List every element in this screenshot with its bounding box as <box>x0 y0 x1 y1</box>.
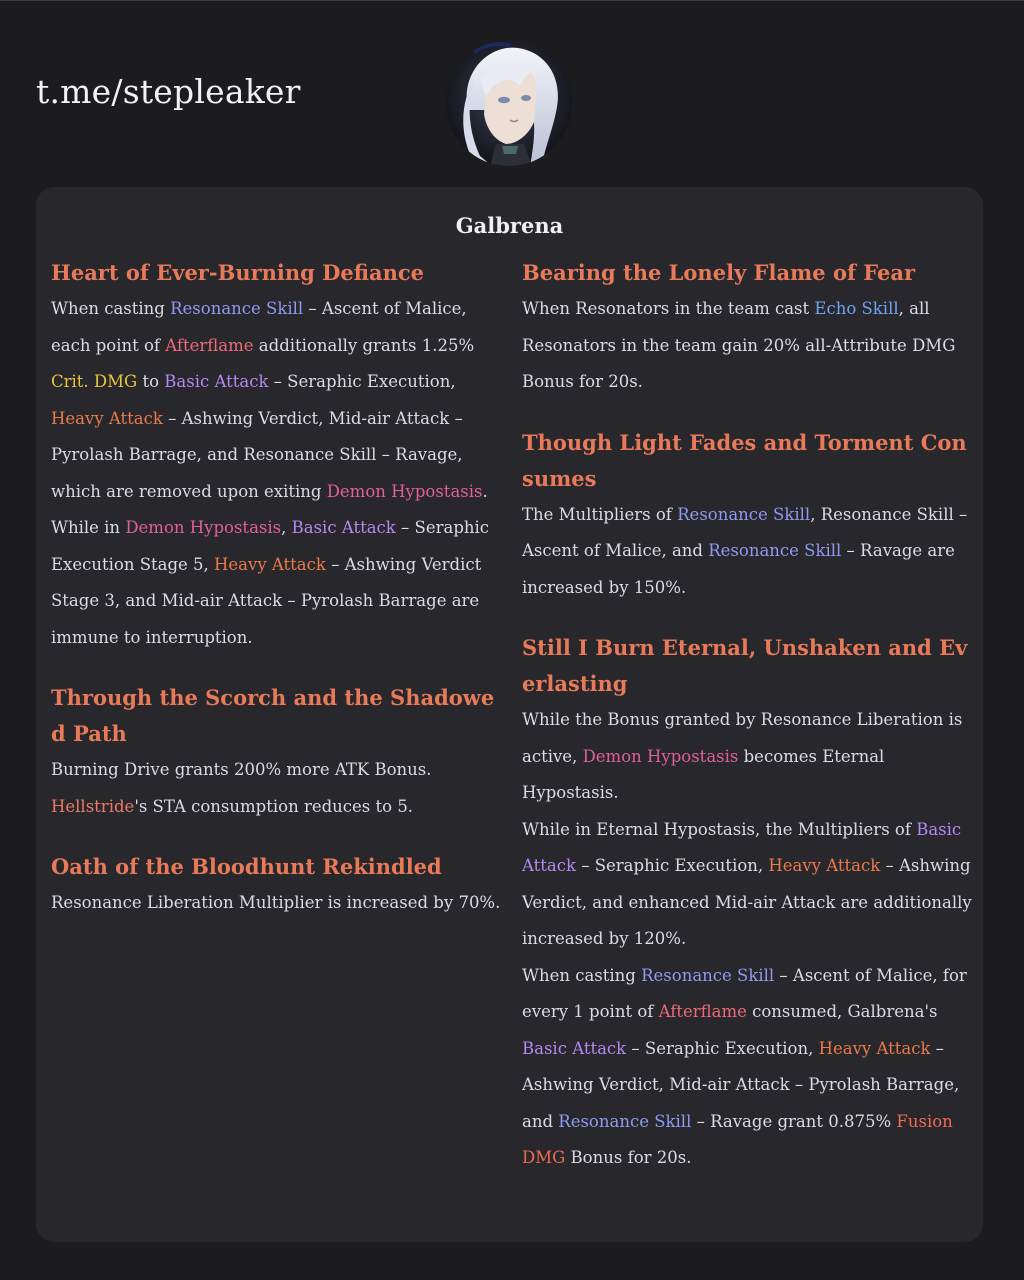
right-column <box>522 255 972 1201</box>
description-text: Bonus for 20s. <box>565 1148 692 1167</box>
description-text: – Ashwing Verdict, Mid-air Attack – Pyrolash Barrage, and <box>522 1038 960 1131</box>
description-text: While the Bonus granted by Resonance Liberation is active, <box>522 710 963 766</box>
section-title: Oath of the Bloodhunt Rekindled <box>51 854 442 879</box>
section-description <box>522 497 972 607</box>
demon-hypostasis-keyword: Demon Hypostasis <box>125 518 282 537</box>
resonance-skill-keyword: Resonance Skill <box>641 965 775 985</box>
description-text: – Ashwing Verdict, Mid-air Attack – Pyrolash Barrage, and Resonance Skill – Ravage, which are removed upon exiting <box>51 408 463 501</box>
section-title: Through the Scorch and the Shadowed Path <box>51 685 495 746</box>
description-text: becomes Eternal Hypostasis. <box>522 746 885 802</box>
fusion-dmg-keyword: Fusion DMG <box>522 1111 953 1167</box>
character-portrait-image <box>446 40 572 166</box>
section-title: Heart of Ever-Burning Defiance <box>51 260 425 285</box>
description-text: – Seraphic Execution, <box>575 856 769 875</box>
description-text: – Ashwing Verdict Stage 3, and Mid-air Attack – Pyrolash Barrage are immune to interruption. <box>51 554 482 647</box>
description-text: While in Eternal Hypostasis, the Multipliers of <box>522 819 917 839</box>
resonance-skill-keyword: Resonance Skill <box>558 1111 692 1131</box>
resonance-skill-keyword: Resonance Skill <box>677 504 811 524</box>
heavy-attack-keyword: Heavy Attack <box>818 1038 931 1058</box>
basic-attack-keyword: Basic Attack <box>164 372 269 391</box>
crit-dmg-keyword: Crit. DMG <box>51 372 138 391</box>
constellation-section-2 <box>51 680 501 825</box>
description-paragraph <box>522 497 972 607</box>
heavy-attack-keyword: Heavy Attack <box>214 554 326 574</box>
description-text: – Ravage grant 0.875% <box>691 1111 897 1131</box>
description-paragraph <box>522 291 972 401</box>
character-avatar <box>446 40 572 166</box>
echo-skill-keyword: Echo Skill <box>814 299 899 318</box>
heavy-attack-keyword: Heavy Attack <box>768 856 881 875</box>
description-text: – Ascent of Malice, each point of <box>51 299 467 355</box>
description-text: – Ascent of Malice, for every 1 point of <box>522 965 967 1021</box>
afterflame-keyword: Afterflame <box>658 1002 747 1021</box>
afterflame-keyword: Afterflame <box>165 335 254 355</box>
description-paragraph <box>522 812 972 958</box>
description-text: – Ashwing Verdict, and enhanced Mid-air Attack are additionally increased by 120%. <box>522 856 972 948</box>
constellation-section-4 <box>522 255 972 401</box>
description-text: to <box>137 372 165 391</box>
description-text: When casting <box>522 965 642 985</box>
description-paragraph <box>51 752 501 789</box>
description-text: additionally grants 1.25% <box>253 335 475 355</box>
description-paragraph <box>522 958 972 1177</box>
description-text: The Multipliers of <box>522 504 678 524</box>
basic-attack-keyword: Basic Attack <box>291 518 396 537</box>
character-name: Galbrena <box>455 213 564 238</box>
description-text: When Resonators in the team cast <box>522 299 815 318</box>
resonance-skill-keyword: Resonance Skill <box>170 299 304 318</box>
section-description <box>51 752 501 825</box>
constellation-section-6 <box>522 630 972 1177</box>
basic-attack-keyword: Basic Attack <box>522 819 962 875</box>
description-paragraph <box>51 789 501 826</box>
description-paragraph <box>51 885 501 922</box>
constellation-card <box>36 187 983 1242</box>
description-paragraph <box>51 510 501 656</box>
hellstride-keyword: Hellstride <box>51 796 135 816</box>
description-text: . <box>482 481 488 501</box>
section-description <box>522 702 972 1177</box>
description-text: When casting <box>51 299 171 318</box>
section-title: Bearing the Lonely Flame of Fear <box>522 260 916 285</box>
section-description <box>522 291 972 401</box>
heavy-attack-keyword: Heavy Attack <box>51 408 163 428</box>
description-text: , all Resonators in the team gain 20% all-Attribute DMG Bonus for 20s. <box>522 299 956 391</box>
section-title: Still I Burn Eternal, Unshaken and Everlasting <box>522 635 968 696</box>
constellation-section-3 <box>51 849 501 922</box>
description-text: Resonance Liberation Multiplier is increased by 70%. <box>51 893 501 912</box>
resonance-skill-keyword: Resonance Skill <box>708 541 842 560</box>
top-divider <box>0 0 1024 1</box>
description-text: While in <box>51 518 126 537</box>
left-column <box>51 255 501 946</box>
basic-attack-keyword: Basic Attack <box>522 1038 627 1058</box>
section-description <box>51 885 501 922</box>
description-text: – Seraphic Execution Stage 5, <box>51 518 490 574</box>
description-text: consumed, Galbrena's <box>746 1002 938 1021</box>
description-text: – Seraphic Execution, <box>626 1038 819 1058</box>
description-text: , <box>281 518 292 537</box>
description-text: – Seraphic Execution, <box>268 372 456 391</box>
section-title: Though Light Fades and Torment Consumes <box>522 429 967 491</box>
description-paragraph <box>51 291 501 510</box>
demon-hypostasis-keyword: Demon Hypostasis <box>582 746 739 766</box>
description-text: 's STA consumption reduces to 5. <box>134 796 414 816</box>
constellation-section-5 <box>522 425 972 607</box>
section-description <box>51 291 501 656</box>
constellation-section-1 <box>51 255 501 656</box>
description-paragraph <box>522 702 972 812</box>
demon-hypostasis-keyword: Demon Hypostasis <box>326 481 483 501</box>
description-text: – Ravage are increased by 150%. <box>522 541 955 597</box>
description-text: Burning Drive grants 200% more ATK Bonus. <box>51 760 432 779</box>
watermark-link[interactable]: t.me/stepleaker <box>36 72 301 111</box>
description-text: , Resonance Skill – Ascent of Malice, and <box>522 504 968 560</box>
